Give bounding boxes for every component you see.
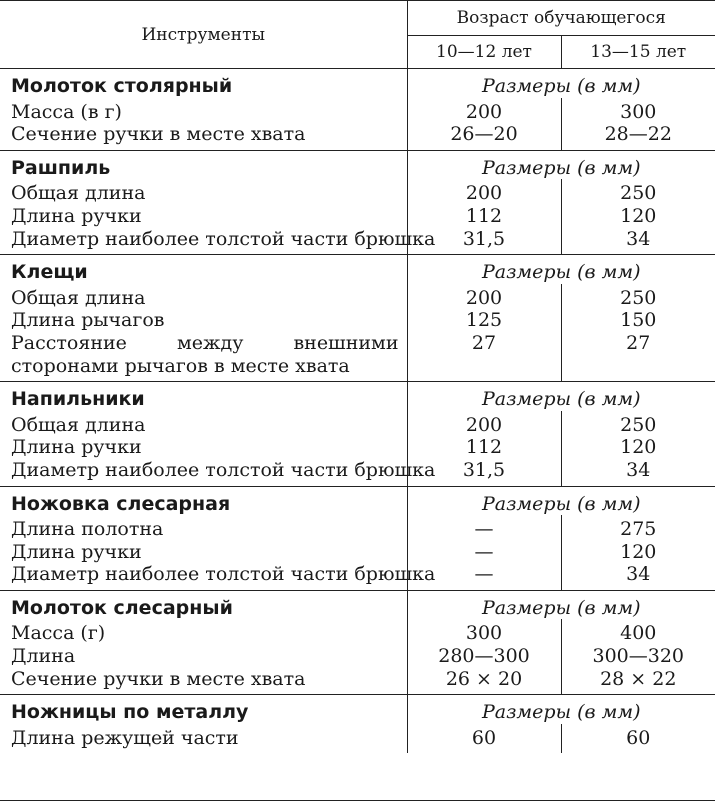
section-cell [0, 695, 407, 724]
param-names-cell [0, 179, 436, 254]
sizes-label: Размеры (в мм) [481, 492, 641, 515]
value-age-1: 26—20 [450, 123, 518, 146]
param-names-cell [0, 724, 407, 754]
section-values-row [0, 515, 715, 590]
value-age-2: 34 [626, 563, 651, 586]
section-values-row [0, 411, 715, 486]
section-cell [0, 69, 407, 98]
sizes-cell [407, 382, 715, 411]
value-age-2: 34 [626, 458, 651, 481]
value-age-2: 60 [626, 726, 651, 749]
value-age-1: 200 [465, 413, 503, 436]
value-age-2: 34 [626, 227, 651, 250]
value-age-1: 31,5 [462, 227, 506, 250]
param-names-cell [0, 619, 407, 694]
value-age-1: 112 [465, 436, 503, 459]
param-name: Длина [11, 645, 76, 668]
section-title: Молоток столярный [11, 75, 233, 97]
param-names-cell [0, 98, 407, 151]
value-age-1: 27 [471, 331, 497, 354]
value-age-2: 300 [620, 100, 657, 123]
bottom-rule [0, 800, 715, 801]
sizes-label: Размеры (в мм) [481, 388, 641, 411]
sizes-cell [407, 69, 715, 98]
header-age-group-1: 10—12 лет [407, 36, 561, 69]
param-names-cell [0, 515, 436, 590]
value-age-2: 28 × 22 [600, 667, 677, 690]
value-age-1: 60 [471, 726, 497, 749]
values-age-2-cell [561, 411, 715, 486]
section-title: Напильники [11, 388, 145, 411]
sizes-cell [407, 150, 715, 179]
value-age-1: 200 [465, 182, 503, 205]
param-names-cell [0, 284, 407, 382]
values-age-2-cell [561, 724, 715, 754]
values-age-1-cell [407, 724, 561, 754]
value-age-2: 250 [620, 182, 657, 205]
section-title-row [0, 150, 715, 179]
section-title: Ножовка слесарная [11, 492, 231, 515]
value-age-2: 250 [620, 413, 657, 436]
param-name: Длина ручки [11, 540, 142, 563]
param-name: Общая длина [11, 413, 146, 436]
sizes-cell [407, 695, 715, 724]
value-age-2: 250 [620, 286, 657, 309]
sizes-label: Размеры (в мм) [481, 75, 641, 97]
value-age-2: 120 [620, 204, 657, 227]
value-age-1: — [474, 563, 494, 586]
section-values-row [0, 284, 715, 382]
sizes-label: Размеры (в мм) [481, 261, 641, 284]
section-title-row [0, 382, 715, 411]
section-cell [0, 486, 407, 515]
section-title-row [0, 486, 715, 515]
value-age-1: 200 [465, 286, 503, 309]
values-age-1-cell [407, 98, 561, 151]
value-age-2: 28—22 [604, 123, 672, 146]
values-age-1-cell [407, 619, 561, 694]
param-name: Длина ручки [11, 204, 142, 227]
value-age-2: 120 [620, 540, 657, 563]
section-title-row [0, 255, 715, 284]
value-age-2: 150 [620, 309, 657, 332]
section-title-row [0, 69, 715, 98]
param-name: Расстояние между внешними сторонами рычагов в месте хвата [11, 331, 399, 377]
values-age-2-cell [561, 179, 715, 254]
values-age-2-cell [561, 98, 715, 151]
header-age: Возраст обучающегося [407, 1, 715, 36]
param-name: Длина режущей части [11, 726, 239, 749]
section-values-row [0, 724, 715, 754]
param-names-cell [0, 411, 436, 486]
section-values-row [0, 619, 715, 694]
section-cell [0, 255, 407, 284]
values-age-1-cell [407, 284, 561, 382]
param-name: Диаметр наиболее толстой части брюшка [11, 227, 436, 250]
value-age-1: 125 [465, 309, 503, 332]
section-values-row [0, 98, 715, 151]
sizes-cell [407, 255, 715, 284]
value-age-1: — [474, 540, 494, 563]
param-name: Диаметр наиболее толстой части брюшка [11, 458, 436, 481]
value-age-2: 27 [626, 331, 651, 354]
value-age-2: 300—320 [592, 645, 685, 668]
value-age-1: 31,5 [462, 458, 506, 481]
section-title: Ножницы по металлу [11, 701, 249, 724]
sizes-cell [407, 590, 715, 619]
section-title-row [0, 590, 715, 619]
param-name: Масса (в г) [11, 100, 122, 123]
param-name: Сечение ручки в месте хвата [11, 667, 306, 690]
value-age-1: 280—300 [438, 645, 530, 668]
param-name: Общая длина [11, 286, 146, 309]
sizes-label: Размеры (в мм) [481, 701, 641, 724]
header-age-group-2: 13—15 лет [590, 42, 687, 62]
param-name: Длина полотна [11, 518, 164, 541]
sizes-label: Размеры (в мм) [481, 156, 641, 179]
value-age-1: — [474, 518, 494, 541]
section-cell [0, 590, 407, 619]
value-age-1: 200 [465, 100, 503, 123]
value-age-1: 26 × 20 [445, 667, 523, 690]
values-age-2-cell [561, 619, 715, 694]
param-name: Масса (г) [11, 622, 106, 645]
header-instruments: Инструменты [0, 1, 407, 69]
param-name: Сечение ручки в месте хвата [11, 123, 306, 146]
value-age-2: 400 [620, 622, 657, 645]
value-age-2: 120 [620, 436, 657, 459]
value-age-1: 300 [465, 622, 503, 645]
param-name: Общая длина [11, 182, 146, 205]
section-cell [0, 150, 407, 179]
table-body [0, 69, 715, 754]
param-name: Длина ручки [11, 436, 142, 459]
section-title: Молоток слесарный [11, 596, 233, 619]
param-name: Длина рычагов [11, 309, 165, 332]
values-age-2-cell [561, 515, 715, 590]
section-title: Рашпиль [11, 156, 111, 179]
value-age-1: 112 [465, 204, 503, 227]
value-age-2: 275 [620, 518, 657, 541]
section-values-row [0, 179, 715, 254]
section-title: Клещи [11, 261, 88, 284]
section-cell [0, 382, 407, 411]
section-title-row [0, 695, 715, 724]
sizes-cell [407, 486, 715, 515]
sizes-label: Размеры (в мм) [481, 596, 641, 619]
values-age-2-cell [561, 284, 715, 382]
param-name: Диаметр наиболее толстой части брюшка [11, 563, 436, 586]
